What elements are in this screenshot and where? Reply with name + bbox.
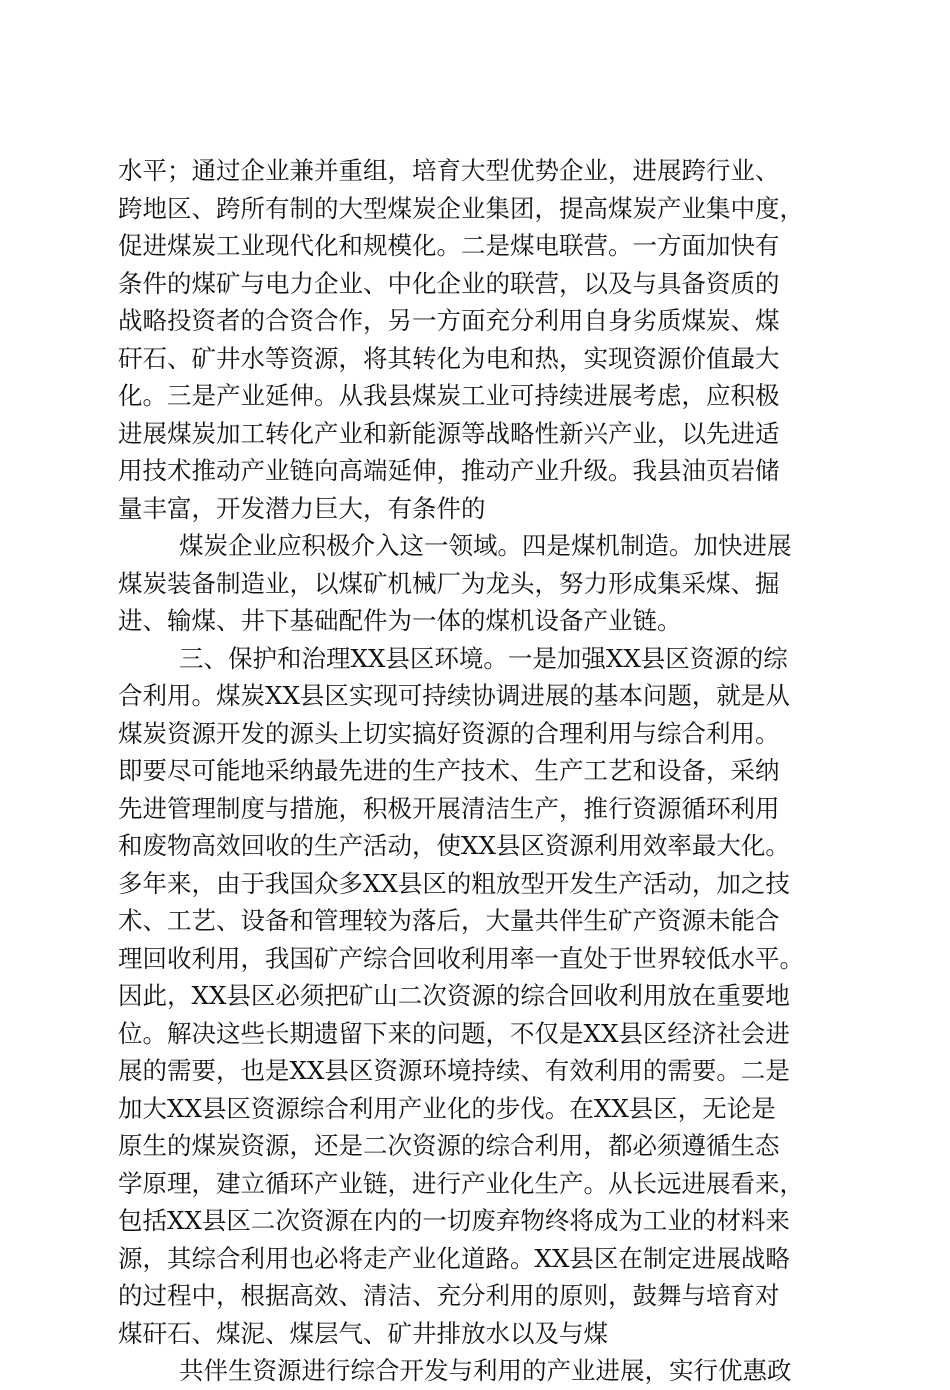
text-line: 位。解决这些长期遗留下来的问题，不仅是XX县区经济社会进 xyxy=(118,1018,790,1048)
text-line: 加大XX县区资源综合利用产业化的步伐。在XX县区，无论是 xyxy=(118,1093,776,1123)
text-line: 和废物高效回收的生产活动，使XX县区资源利用效率最大化。 xyxy=(118,831,790,860)
text-line: 水平；通过企业兼并重组，培育大型优势企业，进展跨行业、 xyxy=(118,156,780,185)
text-line: 的过程中，根据高效、清洁、充分利用的原则，鼓舞与培育对 xyxy=(118,1281,780,1310)
text-line: 条件的煤矿与电力企业、中化企业的联营，以及与具备资质的 xyxy=(118,268,780,298)
text-line: 战略投资者的合资合作，另一方面充分利用自身劣质煤炭、煤 xyxy=(118,306,780,335)
text-line: 合利用。煤炭XX县区实现可持续协调进展的基本问题，就是从 xyxy=(118,681,790,710)
text-line: 矸石、矿井水等资源，将其转化为电和热，实现资源价值最大 xyxy=(118,343,780,373)
text-line: 煤炭企业应积极介入这一领域。四是煤机制造。加快进展 xyxy=(179,531,792,560)
text-line: 跨地区、跨所有制的大型煤炭企业集团，提高煤炭产业集中度， xyxy=(118,193,804,223)
text-line: 即要尽可能地采纳最先进的生产技术、生产工艺和设备，采纳 xyxy=(118,756,780,785)
text-line: 煤炭资源开发的源头上切实搞好资源的合理利用与综合利用。 xyxy=(118,718,780,748)
text-line: 包括XX县区二次资源在内的一切废弃物终将成为工业的材料来 xyxy=(118,1206,790,1235)
text-line: 学原理，建立循环产业链，进行产业化生产。从长远进展看来， xyxy=(118,1168,804,1198)
text-line: 理回收利用，我国矿产综合回收利用率一直处于世界较低水平。 xyxy=(118,943,804,973)
text-line: 用技术推动产业链向高端延伸，推动产业升级。我县油页岩储 xyxy=(118,456,780,485)
text-line: 先进管理制度与措施，积极开展清洁生产，推行资源循环利用 xyxy=(118,793,780,823)
text-line: 展的需要，也是XX县区资源环境持续、有效利用的需要。二是 xyxy=(118,1056,790,1085)
text-line: 共伴生资源进行综合开发与利用的产业进展，实行优惠政 xyxy=(179,1356,792,1385)
text-line: 煤矸石、煤泥、煤层气、矿井排放水以及与煤 xyxy=(118,1318,608,1348)
text-line: 促进煤炭工业现代化和规模化。二是煤电联营。一方面加快有 xyxy=(118,231,780,260)
text-line: 原生的煤炭资源，还是二次资源的综合利用，都必须遵循生态 xyxy=(118,1131,780,1160)
body-text xyxy=(118,152,834,1390)
text-line: 三、保护和治理XX县区环境。一是加强XX县区资源的综 xyxy=(179,643,788,673)
text-line: 煤炭装备制造业，以煤矿机械厂为龙头，努力形成集采煤、掘 xyxy=(118,568,780,598)
text-line: 量丰富，开发潜力巨大，有条件的 xyxy=(118,493,486,523)
text-line: 术、工艺、设备和管理较为落后，大量共伴生矿产资源未能合 xyxy=(118,906,780,935)
text-line: 多年来，由于我国众多XX县区的粗放型开发生产活动，加之技 xyxy=(118,868,790,898)
text-line: 源，其综合利用也必将走产业化道路。XX县区在制定进展战略 xyxy=(118,1243,790,1273)
text-line: 因此，XX县区必须把矿山二次资源的综合回收利用放在重要地 xyxy=(118,981,790,1010)
text-line: 化。三是产业延伸。从我县煤炭工业可持续进展考虑，应积极 xyxy=(118,381,780,410)
text-line: 进、输煤、井下基础配件为一体的煤机设备产业链。 xyxy=(118,606,682,635)
text-line: 进展煤炭加工转化产业和新能源等战略性新兴产业，以先进适 xyxy=(118,418,780,448)
